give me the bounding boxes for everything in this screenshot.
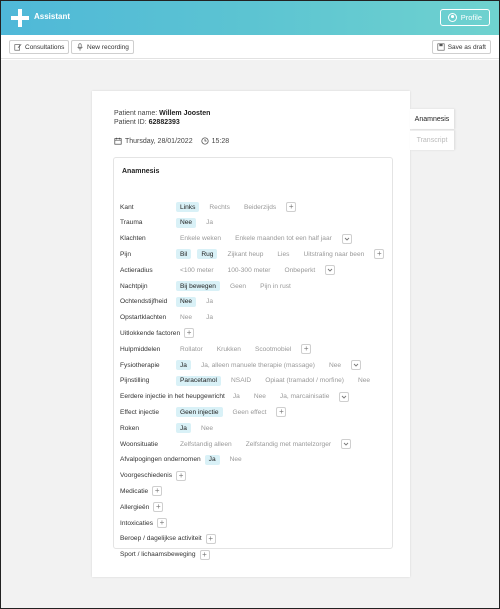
tab-anamnesis[interactable]: Anamnesis — [410, 109, 454, 129]
field-options — [176, 295, 217, 309]
profile-button[interactable] — [440, 9, 490, 26]
patient-name-line — [114, 110, 210, 117]
field-label: Sport / lichaamsbeweging — [120, 551, 196, 559]
field-options — [176, 279, 295, 293]
tab-transcript[interactable]: Transcript — [410, 130, 454, 150]
field-label: Fysiotherapie — [120, 361, 160, 369]
field-label: Roken — [120, 424, 140, 432]
consultation-datetime — [114, 137, 229, 145]
section-title: Anamnesis — [122, 168, 160, 175]
add-option-icon[interactable]: + — [184, 328, 194, 338]
option-chip[interactable]: Nee — [229, 456, 242, 464]
field-row-pijnstilling — [120, 374, 371, 388]
option-chip-selected[interactable]: Ja — [205, 455, 220, 465]
field-options — [157, 516, 167, 530]
field-options — [176, 421, 217, 435]
field-options — [176, 437, 351, 451]
save-draft-button[interactable] — [432, 40, 491, 54]
option-chip[interactable]: NSAID — [231, 377, 252, 385]
add-option-icon[interactable]: + — [374, 249, 384, 259]
patient-id-line — [114, 119, 180, 126]
add-option-icon[interactable]: + — [200, 550, 210, 560]
chevron-down-icon[interactable] — [339, 392, 349, 402]
field-label: Pijn — [120, 250, 131, 258]
option-chip[interactable]: Enkele maanden tot een half jaar — [235, 235, 332, 243]
field-label: Opstartklachten — [120, 314, 167, 322]
option-chip-selected[interactable]: Links — [176, 202, 199, 212]
add-option-icon[interactable]: + — [301, 344, 311, 354]
option-chip[interactable]: Ja — [206, 298, 214, 306]
add-option-icon[interactable]: + — [206, 534, 216, 544]
option-chip[interactable]: Beiderzijds — [243, 203, 277, 211]
field-options — [176, 469, 186, 483]
option-chip-selected[interactable]: Nee — [176, 218, 196, 228]
field-options — [153, 500, 163, 514]
patient-id: 62882393 — [148, 119, 180, 126]
add-option-icon[interactable]: + — [157, 518, 167, 528]
field-options — [176, 232, 352, 246]
field-label: Actieradius — [120, 266, 153, 274]
option-chip[interactable]: Ja — [232, 393, 240, 401]
option-chip[interactable]: Onbeperkt — [284, 266, 316, 274]
field-label: Intoxicaties — [120, 519, 153, 527]
save-draft-label: Save as draft — [447, 43, 486, 51]
field-row-klachten — [120, 232, 332, 246]
add-option-icon[interactable]: + — [176, 471, 186, 481]
field-label: Eerdere injectie in het heupgewricht — [120, 393, 225, 401]
field-options — [176, 263, 335, 277]
option-chip[interactable]: Nee — [200, 424, 214, 432]
field-options — [176, 247, 384, 261]
field-options — [176, 342, 311, 356]
add-option-icon[interactable]: + — [153, 502, 163, 512]
patient-name-label: Patient name: — [114, 110, 158, 117]
field-label: Hulpmiddelen — [120, 345, 161, 353]
option-chip-selected[interactable]: Geen injectie — [176, 407, 223, 417]
option-chip[interactable]: Zelfstandig met mantelzorger — [245, 440, 332, 448]
field-row-pijn — [120, 247, 382, 261]
field-label: Allergieën — [120, 503, 150, 511]
field-row-effect-injectie — [120, 405, 284, 419]
option-chip[interactable]: Krukken — [216, 345, 241, 353]
option-chip[interactable]: Ja — [206, 314, 214, 322]
field-row-fysiotherapie — [120, 358, 342, 372]
save-icon — [437, 43, 445, 51]
field-label: Medicatie — [120, 487, 149, 495]
app-header — [1, 1, 499, 35]
chevron-down-icon[interactable] — [351, 360, 361, 370]
option-chip[interactable]: Uitstraling naar been — [303, 250, 365, 258]
field-row-woonsituatie — [120, 437, 332, 451]
field-row-allergie-n — [120, 500, 163, 514]
option-chip[interactable]: Geen — [229, 282, 247, 290]
option-chip[interactable]: Scootmobiel — [254, 345, 292, 353]
option-chip[interactable]: Lies — [277, 250, 290, 258]
field-label: Afvalpogingen ondernomen — [120, 456, 201, 464]
option-chip-selected[interactable]: Rug — [197, 249, 217, 259]
field-options — [200, 548, 210, 562]
field-row-ochtendstijfheid — [120, 295, 214, 309]
field-label: Pijnstilling — [120, 377, 150, 385]
field-options — [206, 532, 216, 546]
logo-icon — [10, 8, 30, 28]
option-chip[interactable]: Geen effect — [232, 408, 267, 416]
field-label: Beroep / dagelijkse activiteit — [120, 535, 202, 543]
edit-icon — [14, 43, 22, 51]
field-row-nachtpijn — [120, 279, 291, 293]
add-option-icon[interactable]: + — [286, 202, 296, 212]
option-chip-selected[interactable]: Paracetamol — [176, 376, 221, 386]
field-row-opstartklachten — [120, 311, 214, 325]
field-label: Woonsituatie — [120, 440, 158, 448]
consultation-time: 15:28 — [211, 137, 230, 145]
option-chip[interactable]: Zelfstandig alleen — [180, 440, 232, 448]
field-options — [152, 484, 162, 498]
field-label: Trauma — [120, 219, 143, 227]
profile-label: Profile — [460, 13, 482, 22]
app-title: Assistant — [34, 12, 71, 21]
field-options — [184, 326, 194, 340]
option-chip[interactable]: Opiaat (tramadol / morfine) — [265, 377, 344, 385]
option-chip-selected[interactable]: Ja — [176, 360, 191, 370]
add-option-icon[interactable]: + — [276, 407, 286, 417]
field-row-afvalpogingen-ondernomen — [120, 453, 242, 467]
field-row-medicatie — [120, 484, 162, 498]
toolbar — [1, 35, 499, 59]
consultations-button[interactable] — [9, 40, 69, 54]
option-chip[interactable]: 100-300 meter — [227, 266, 271, 274]
option-chip-selected[interactable]: Ja — [176, 423, 191, 433]
field-row-sport-lichaamsbeweging — [120, 548, 210, 562]
field-label: Effect injectie — [120, 408, 160, 416]
chevron-down-icon[interactable] — [342, 234, 352, 244]
field-options — [176, 374, 374, 388]
option-chip[interactable]: Rollator — [180, 345, 203, 353]
chevron-down-icon[interactable] — [325, 265, 335, 275]
option-chip[interactable]: Nee — [180, 314, 193, 322]
consultations-label: Consultations — [25, 43, 65, 51]
field-row-roken — [120, 421, 214, 435]
option-chip-selected[interactable]: Nee — [176, 297, 196, 307]
option-chip[interactable]: Zijkant heup — [227, 250, 264, 258]
field-options — [205, 453, 246, 467]
option-chip[interactable]: Nee — [328, 361, 342, 369]
field-label: Kant — [120, 203, 134, 211]
option-chip[interactable]: Rechts — [209, 203, 230, 211]
new-recording-label: New recording — [87, 43, 129, 51]
option-chip[interactable]: Nee — [253, 393, 266, 401]
field-label: Nachtpijn — [120, 282, 148, 290]
option-chip-selected[interactable]: Bil — [176, 249, 191, 259]
clock-icon — [201, 137, 209, 145]
field-options — [229, 390, 350, 404]
new-recording-button[interactable] — [71, 40, 134, 54]
consultation-date: Thursday, 28/01/2022 — [125, 137, 193, 145]
field-label: Klachten — [120, 235, 146, 243]
patient-id-label: Patient ID: — [114, 119, 147, 126]
calendar-icon — [114, 137, 122, 145]
field-row-uitlokkende-factoren — [120, 326, 194, 340]
field-row-eerdere-injectie-in-het-heupgewricht — [120, 390, 330, 404]
option-chip-selected[interactable]: Bij bewegen — [176, 281, 220, 291]
option-chip[interactable]: Ja, marcainisatie — [279, 393, 330, 401]
field-row-voorgeschiedenis — [120, 469, 186, 483]
option-chip[interactable]: Ja — [206, 219, 214, 227]
field-options — [176, 358, 361, 372]
option-chip[interactable]: Enkele weken — [180, 235, 222, 243]
user-icon — [448, 13, 457, 22]
field-label: Ochtendstijfheid — [120, 298, 168, 306]
field-row-kant — [120, 200, 294, 214]
microphone-icon — [76, 43, 84, 51]
field-options — [176, 311, 217, 325]
chevron-down-icon[interactable] — [341, 439, 351, 449]
option-chip[interactable]: Pijn in rust — [260, 282, 291, 290]
field-row-trauma — [120, 216, 214, 230]
patient-name: Willem Joosten — [159, 110, 211, 117]
field-label: Uitlokkende factoren — [120, 329, 181, 337]
field-row-intoxicaties — [120, 516, 167, 530]
field-row-beroep-dagelijkse-activiteit — [120, 532, 216, 546]
field-label: Voorgeschiedenis — [120, 472, 173, 480]
option-chip[interactable]: <100 meter — [180, 266, 214, 274]
add-option-icon[interactable]: + — [152, 486, 162, 496]
field-options — [176, 216, 217, 230]
option-chip[interactable]: Nee — [357, 377, 371, 385]
option-chip[interactable]: Ja, alleen manuele therapie (massage) — [200, 361, 315, 369]
field-options — [176, 200, 296, 214]
field-options — [176, 405, 286, 419]
field-row-hulpmiddelen — [120, 342, 309, 356]
field-row-actieradius — [120, 263, 316, 277]
